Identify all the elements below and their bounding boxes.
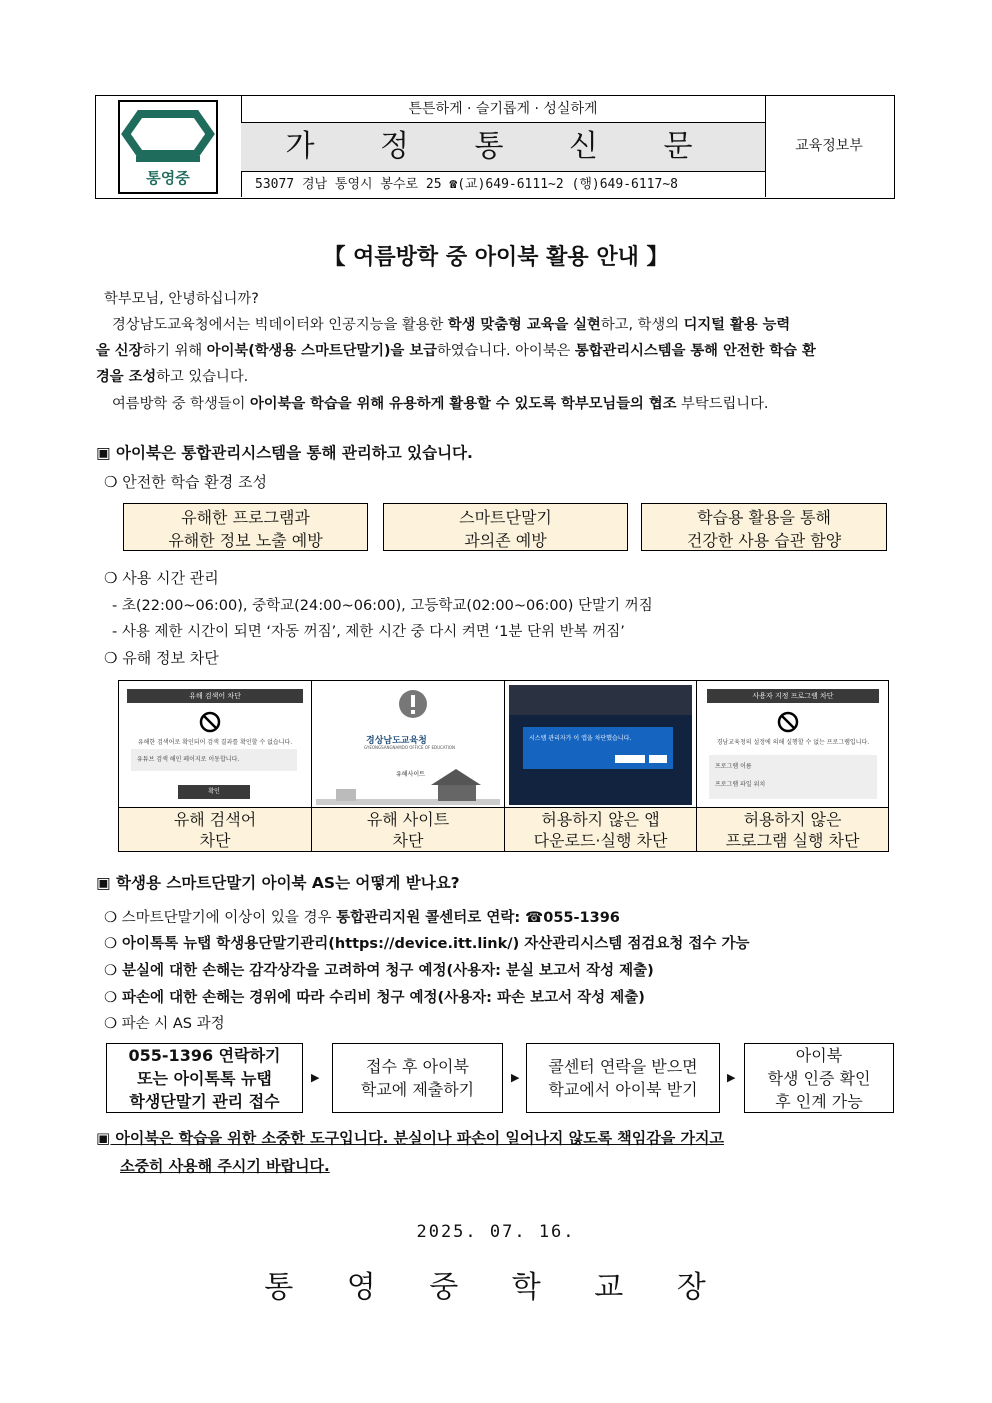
step-line: 055-1396 연락하기 xyxy=(128,1045,281,1065)
text: 하고, 학생의 xyxy=(600,317,684,333)
newsletter-title: 가 정 통 신 문 xyxy=(241,123,765,172)
screen-title-bar: 유해 검색어 차단 xyxy=(127,689,303,703)
section-heading-management: ▣ 아이북은 통합관리시스템을 통해 관리하고 있습니다. xyxy=(96,444,473,462)
screen-topbar xyxy=(509,685,692,715)
school-logo xyxy=(96,96,242,197)
prohibited-icon xyxy=(777,711,799,733)
dialog-message: 시스템 관리자가 이 앱을 차단했습니다. xyxy=(529,735,632,742)
caption-line: 허용하지 않은 앱 xyxy=(541,810,660,829)
caption-line: 프로그램 실행 차단 xyxy=(725,831,860,850)
as-item-2: ❍ 아이톡톡 뉴탭 학생용단말기관리(https://device.itt.link/) 자산관리시스템 점검요청 접수 가능 xyxy=(104,936,750,952)
screen-message: 경남교육청의 설정에 의해 실행할 수 없는 프로그램입니다. xyxy=(716,739,870,746)
screen-title-bar: 사용자 지정 프로그램 차단 xyxy=(707,689,879,703)
arrow-right-icon: ▶ xyxy=(727,1071,736,1084)
text: ❍ 스마트단말기에 이상이 있을 경우 xyxy=(104,910,337,926)
department-name: 교육정보부 xyxy=(795,138,863,154)
as-item-4: ❍ 파손에 대한 손해는 경위에 따라 수리비 청구 예정(사용자: 파손 보고서 작성 제출) xyxy=(104,990,645,1006)
text-bold: 학생 맞춤형 교육을 실현 xyxy=(447,317,601,333)
box-line: 건강한 사용 습관 함양 xyxy=(686,531,842,550)
step-line: 콜센터 연락을 받으면 xyxy=(548,1057,698,1076)
step-line: 접수 후 아이북 xyxy=(366,1057,469,1076)
as-item-3: ❍ 분실에 대한 손해는 감각상각을 고려하여 청구 예정(사용자: 분실 보고서 작성 제출) xyxy=(104,963,654,979)
program-path-label: 프로그램 파일 위치 xyxy=(715,781,766,788)
step-line: 학교에 제출하기 xyxy=(360,1080,475,1099)
closing-line-1: ▣ 아이북은 학습을 위한 소중한 도구입니다. 분실이나 파손이 일어나지 않도록 책임감을 가지고 xyxy=(96,1129,724,1147)
program-name-label: 프로그램 이름 xyxy=(715,763,752,770)
closing-line-2: 소중히 사용해 주시기 바랍니다. xyxy=(120,1157,330,1175)
section-heading-as: ▣ 학생용 스마트단말기 아이북 AS는 어떻게 받나요? xyxy=(96,874,460,892)
principal-signature: 통 영 중 학 교 장 xyxy=(264,1270,728,1305)
time-rule-2: - 사용 제한 시간이 되면 ‘자동 꺼짐’, 제한 시간 중 다시 켜면 ‘1분 단위 반복 꺼짐’ xyxy=(112,624,625,640)
house-illustration-icon xyxy=(316,761,500,805)
text: 부탁드립니다. xyxy=(676,396,769,412)
step-line: 학교에서 아이북 받기 xyxy=(548,1080,698,1099)
process-step-4 xyxy=(744,1043,894,1113)
site-block-screen xyxy=(316,685,500,805)
caption-program-block xyxy=(697,807,888,851)
school-address: 53077 경남 통영시 봉수로 25 ☎(교)649-6111~2 (행)649-6117~8 xyxy=(255,177,678,192)
text-bold: 을 신장 xyxy=(96,343,143,359)
text-bold: 통합관리시스템을 통해 안전한 학습 환 xyxy=(574,343,816,359)
caption-line: 유해 검색어 xyxy=(173,810,257,829)
text: 하고 있습니다. xyxy=(156,369,249,385)
step-line: 아이북 xyxy=(795,1045,843,1065)
step-line: 학생 인증 확인 xyxy=(767,1068,871,1088)
process-step-2 xyxy=(332,1043,503,1113)
caption-app-block xyxy=(505,807,696,851)
text: 여름방학 중 학생들이 xyxy=(112,396,250,412)
box-line: 학습용 활용을 통해 xyxy=(697,508,831,527)
info-box-overuse xyxy=(383,503,628,551)
screen-sub-message: 유튜브 검색 해인 페이지로 이동합니다. xyxy=(131,749,297,771)
org-name-en: GYEONGSANGNAMDO OFFICE OF EDUCATION xyxy=(364,745,455,750)
step-line: 후 인계 가능 xyxy=(775,1091,863,1111)
screenshot-site-block xyxy=(312,681,505,851)
program-info-box xyxy=(709,755,877,799)
info-box-harmful xyxy=(123,503,368,551)
app-block-screen xyxy=(509,685,692,805)
caption-search-block xyxy=(119,807,311,851)
logo-text: 통영중 xyxy=(146,169,190,187)
time-rule-1: - 초(22:00~06:00), 중학교(24:00~06:00), 고등학교(02:00~06:00) 단말기 꺼짐 xyxy=(112,598,653,614)
dialog-button[interactable] xyxy=(615,755,645,763)
warning-icon xyxy=(398,689,428,719)
caption-site-block xyxy=(312,807,504,851)
caption-line: 유해 사이트 xyxy=(366,810,450,829)
step-line: 또는 아이톡톡 뉴탭 xyxy=(137,1068,272,1088)
greeting: 학부모님, 안녕하십니까? xyxy=(104,291,259,307)
screenshot-search-block xyxy=(119,681,312,851)
process-step-1 xyxy=(106,1043,303,1113)
caption-line: 허용하지 않은 xyxy=(743,810,842,829)
letterhead xyxy=(95,95,895,199)
intro-line-3 xyxy=(96,364,896,390)
org-name: 경상남도교육청 xyxy=(366,736,427,746)
subheading-safe-environment: ❍ 안전한 학습 환경 조성 xyxy=(104,473,267,491)
box-line: 과의존 예방 xyxy=(464,531,547,550)
step-line: 학생단말기 관리 접수 xyxy=(129,1091,280,1111)
screenshot-program-block xyxy=(697,681,888,851)
intro-line-2 xyxy=(96,338,896,364)
text-bold: 아이북을 학습을 위해 유용하게 활용할 수 있도록 학부모님들의 협조 xyxy=(249,396,677,412)
as-item-1 xyxy=(104,906,620,927)
arrow-right-icon: ▶ xyxy=(511,1071,520,1084)
text: 하기 위해 xyxy=(142,343,207,359)
screen-message: 유해한 검색어로 확인되어 검색 결과를 확인할 수 없습니다. xyxy=(137,739,293,746)
process-step-3 xyxy=(526,1043,720,1113)
confirm-button[interactable]: 확인 xyxy=(178,785,250,799)
block-dialog xyxy=(523,727,673,769)
school-slogan: 튼튼하게 · 슬기롭게 · 성실하게 xyxy=(241,96,765,123)
intro-line-4 xyxy=(96,391,896,417)
caption-line: 차단 xyxy=(392,831,424,850)
prohibited-icon xyxy=(199,711,221,733)
text-bold: 경을 조성 xyxy=(96,369,157,385)
text: 하였습니다. 아이북은 xyxy=(436,343,575,359)
dialog-close-button[interactable] xyxy=(649,755,667,763)
program-block-screen xyxy=(701,685,884,805)
site-block-label: 유해사이트 xyxy=(396,771,425,778)
subheading-time-management: ❍ 사용 시간 관리 xyxy=(104,569,219,587)
text: 경상남도교육청에서는 빅데이터와 인공지능을 활용한 xyxy=(112,317,448,333)
screenshot-app-block xyxy=(505,681,697,851)
caption-line: 차단 xyxy=(199,831,231,850)
text-bold: 디지털 활용 능력 xyxy=(683,317,791,333)
subheading-as-process: ❍ 파손 시 AS 과정 xyxy=(104,1016,225,1032)
caption-line: 다운로드·실행 차단 xyxy=(533,831,668,850)
box-line: 유해한 프로그램과 xyxy=(181,508,310,527)
text-bold: 통합관리지원 콜센터로 연락: ☎055-1396 xyxy=(336,910,620,926)
box-line: 스마트단말기 xyxy=(459,508,552,527)
text-bold: 아이북(학생용 스마트단말기)을 보급 xyxy=(206,343,437,359)
blocking-screenshots xyxy=(118,680,889,852)
info-box-habit xyxy=(641,503,887,551)
subheading-block-info: ❍ 유해 정보 차단 xyxy=(104,649,219,667)
box-line: 유해한 정보 노출 예방 xyxy=(168,531,323,550)
header-middle xyxy=(241,96,766,197)
search-block-screen xyxy=(123,685,307,805)
arrow-right-icon: ▶ xyxy=(311,1071,320,1084)
document-title: 【 여름방학 중 아이북 활용 안내 】 xyxy=(323,245,669,270)
intro-line-1 xyxy=(96,312,896,338)
issue-date: 2025. 07. 16. xyxy=(416,1222,576,1242)
